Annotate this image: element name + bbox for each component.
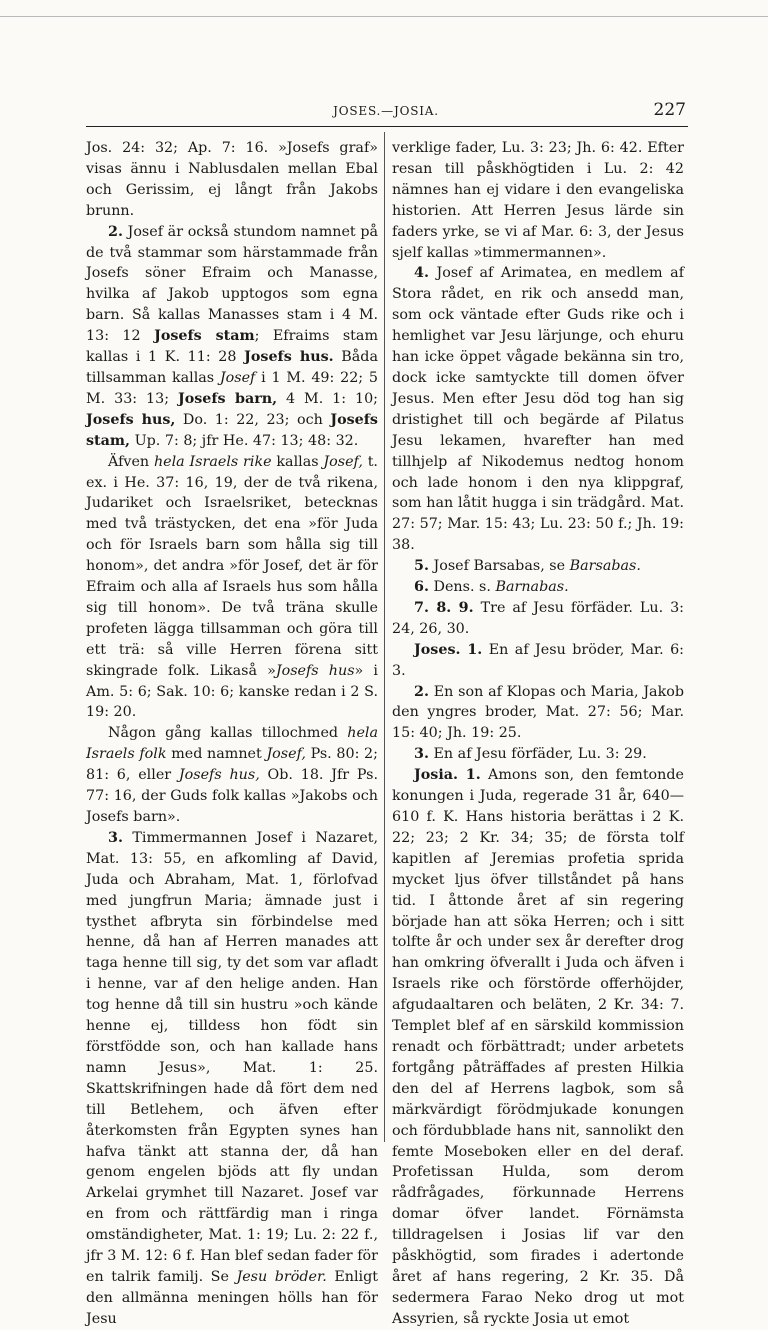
paragraph: Någon gång kallas tillochmed hela Israels folk med namnet Josef, Ps. 80: 2; 81: 6, eller Josefs hus, Ob. 18. Jfr Ps. 77: 16, der Guds folk kallas »Jakobs och Josefs barn». (86, 725, 379, 825)
page-number: 227 (653, 100, 686, 120)
running-head: JOSES.—JOSIA. (333, 104, 439, 118)
paragraph: Äfven hela Israels rike kallas Josef, t. ex. i He. 37: 16, 19, der de två rikena, Judariket och Israelsriket, betecknas med två trästycken, det ena »för Juda och för Israels barn som hålla sig till honom», det andra »för Josef, det är för Efraim och alla af Israels hus som hålla sig till honom». De två träna skulle profeten lägga tillsamman och göra till ett trä: så ville Herren förena sitt skingrade folk. Likaså »Josefs hus» i Am. 5: 6; Sak. 10: 6; kanske redan i 2 S. 19: 20. (86, 453, 379, 721)
paragraph: 4. Josef af Arimatea, en medlem af Stora rådet, en rik och ansedd man, som ock väntade efter Guds rike och i hemlighet var Jesu lärjunge, och ehuru han icke öppet vågade bekänna sin tro, dock icke samtyckte till domen öfver Jesus. Men efter Jesu död tog han sig dristighet till och begärde af Pilatus Jesu lekamen, hvarefter han med tillhjelp af Nikodemus nedtog honom och lade honom i den nya klippgraf, som han låtit hugga i sin trädgård. Mat. 27: 57; Mar. 15: 43; Lu. 23: 50 f.; Jh. 19: 38. (392, 265, 684, 554)
left-column (86, 138, 378, 1330)
header-rule (86, 126, 688, 127)
entry-joses: Joses. 1. En af Jesu bröder, Mar. 6: 3. (392, 641, 684, 679)
paragraph: 5. Josef Barsabas, se Barsabas. (414, 558, 641, 575)
paragraph: 7. 8. 9. Tre af Jesu förfäder. Lu. 3: 24, 26, 30. (392, 599, 685, 637)
paragraph: 6. Dens. s. Barnabas. (414, 579, 569, 596)
right-column (392, 138, 684, 1330)
paragraph: 2. Josef är också stundom namnet på de två stammar som härstammade från Josefs söner Efraim och Manasse, hvilka af Jakob upptogos som egna barn. Så kallas Manasses stam i 4 M. 13: 12 Josefs stam; Efraims stam kallas i 1 K. 11: 28 Josefs hus. Båda tillsamman kallas Josef i 1 M. 49: 22; 5 M. 33: 13; Josefs barn, 4 M. 1: 10; Josefs hus, Do. 1: 22, 23; och Josefs stam, Up. 7: 8; jfr He. 47: 13; 48: 32. (86, 223, 379, 449)
paragraph: verklige fader, Lu. 3: 23; Jh. 6: 42. Efter resan till påskhögtiden i Lu. 2: 42 nämnes han ej vidare i den evangeliska historien. Att Herren Jesus lärde sin faders yrke, se vi af Mar. 6: 3, der Jesus sjelf kallas »timmermannen». (392, 140, 684, 261)
paragraph: 2. En son af Klopas och Maria, Jakob den yngres broder, Mat. 27: 56; Mar. 15: 40; Jh. 19: 25. (392, 683, 684, 742)
paragraph: 3. Timmermannen Josef i Nazaret, Mat. 13: 55, en afkomling af David, Juda och Abraham, Mat. 1, förlofvad med jungfrun Maria; ämnade just i tysthet afbryta sin förbindelse med henne, då han af Herren manades att taga henne till sig, ty det som var afladt i henne, var af den helige anden. Han tog henne då till sin hustru »och kände henne ej, tilldess hon födt sin förstfödde son, och han kallade hans namn Jesus», Mat. 1: 25. Skattskrifningen hade då fört dem ned till Betlehem, och äfven efter återkomsten från Egypten synes han hafva tänkt att stanna der, då han genom engelen bjöds att fly undan Arkelai grymhet till Nazaret. Josef var en from och rättfärdig man i ringa omständigheter, Mat. 1: 19; Lu. 2: 22 f., jfr 3 M. 12: 6 f. Han blef sedan fader för en talrik familj. Se Jesu bröder. Enligt den allmänna meningen hölls han för Jesu (86, 829, 379, 1327)
page-header (86, 100, 686, 122)
column-divider (384, 132, 385, 1142)
top-edge-rule (0, 16, 768, 17)
entry-josia: Josia. 1. Amons son, den femtonde konungen i Juda, regerade 31 år, 640—610 f. K. Hans historia berättas i 2 K. 22; 23; 2 Kr. 34; 35; de första tolf kapitlen af Jeremias profetia sprida mycket ljus öfver tillståndet på hans tid. I åttonde året af sin regering började han att söka Herren; och i sitt tolfte år och under sex år derefter drog han omkring öfverallt i Juda och äfven i Israels rike och förstörde offerhöjder, afgudaaltaren och beläten, 2 Kr. 34: 7. Templet blef af en särskild kommission renadt och förbättradt; under arbetets fortgång påträffades af presten Hilkia den del af Herrens lagbok, som så märkvärdigt förödmjukade konungen och fördubblade hans nit, sannolikt den femte Moseboken eller en del deraf. Profetissan Hulda, som derom rådfrågades, förkunnade Herrens domar öfver landet. Förnämsta tilldragelsen i Josias lif var den påskhögtid, som firades i adertonde året af hans regering, 2 Kr. 35. Då sedermera Farao Neko drog ut mot Assyrien, så ryckte Josia ut emot (392, 767, 684, 1327)
paragraph: Jos. 24: 32; Ap. 7: 16. »Josefs graf» visas ännu i Nablusdalen mellan Ebal och Gerissim, ej långt från Jakobs brunn. (86, 140, 378, 219)
paragraph: 3. En af Jesu förfäder, Lu. 3: 29. (414, 746, 647, 763)
